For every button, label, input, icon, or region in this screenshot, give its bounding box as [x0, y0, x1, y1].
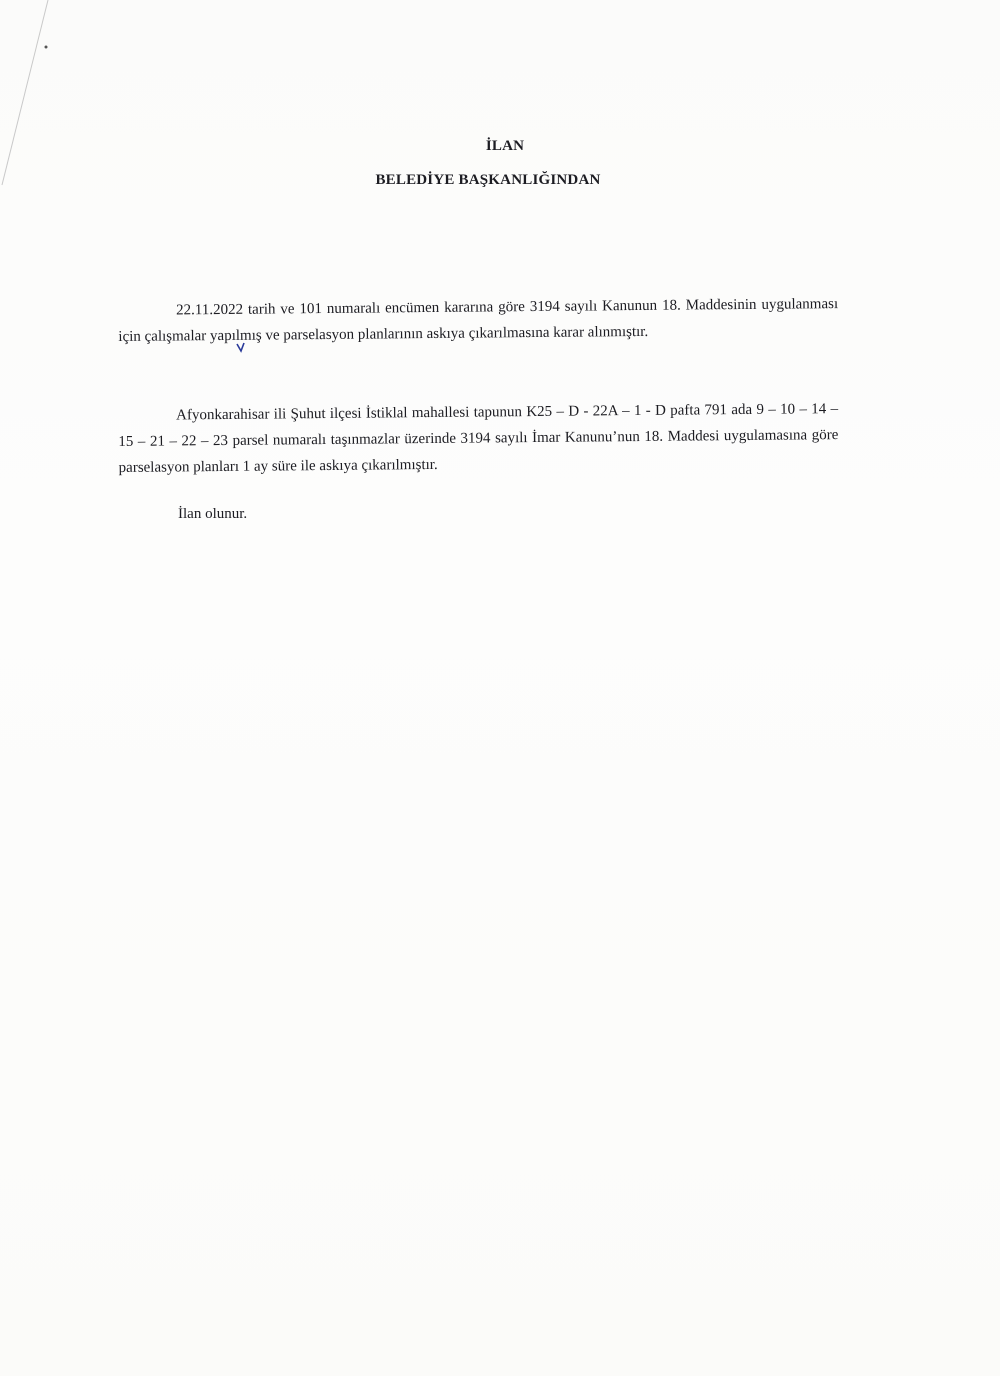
ink-tick-mark: [236, 342, 246, 354]
document-title: İLAN: [485, 138, 525, 154]
paragraph-announcement: [118, 396, 839, 481]
paragraph-text: Afyonkarahisar ili Şuhut ilçesi İstiklal mahallesi tapunun K25 – D - 22A – 1 - D pafta 791 ada 9 – 10 – 14 – 15 – 21 – 22 – 23 parsel numaralı taşınmazlar üzerinde 3194 sayılı İmar Kanunu’nun 18. Maddesi uygulamasına göre parselasyon planları 1 ay süre ile askıya çıkarılmıştır.: [118, 401, 839, 476]
document-subtitle: BELEDİYE BAŞKANLIĞINDAN: [375, 172, 601, 188]
paragraph-text: 22.11.2022 tarih ve 101 numaralı encümen kararına göre 3194 sayılı Kanunun 18. Maddesinin uygulanması için çalışmalar yapılmış ve parselasyon planlarının askıya çıkarılmasına karar alınmıştır.: [118, 296, 839, 345]
page-fold-mark: [0, 0, 60, 190]
paragraph-decision: [118, 291, 838, 350]
closing-line: İlan olunur.: [178, 506, 248, 522]
